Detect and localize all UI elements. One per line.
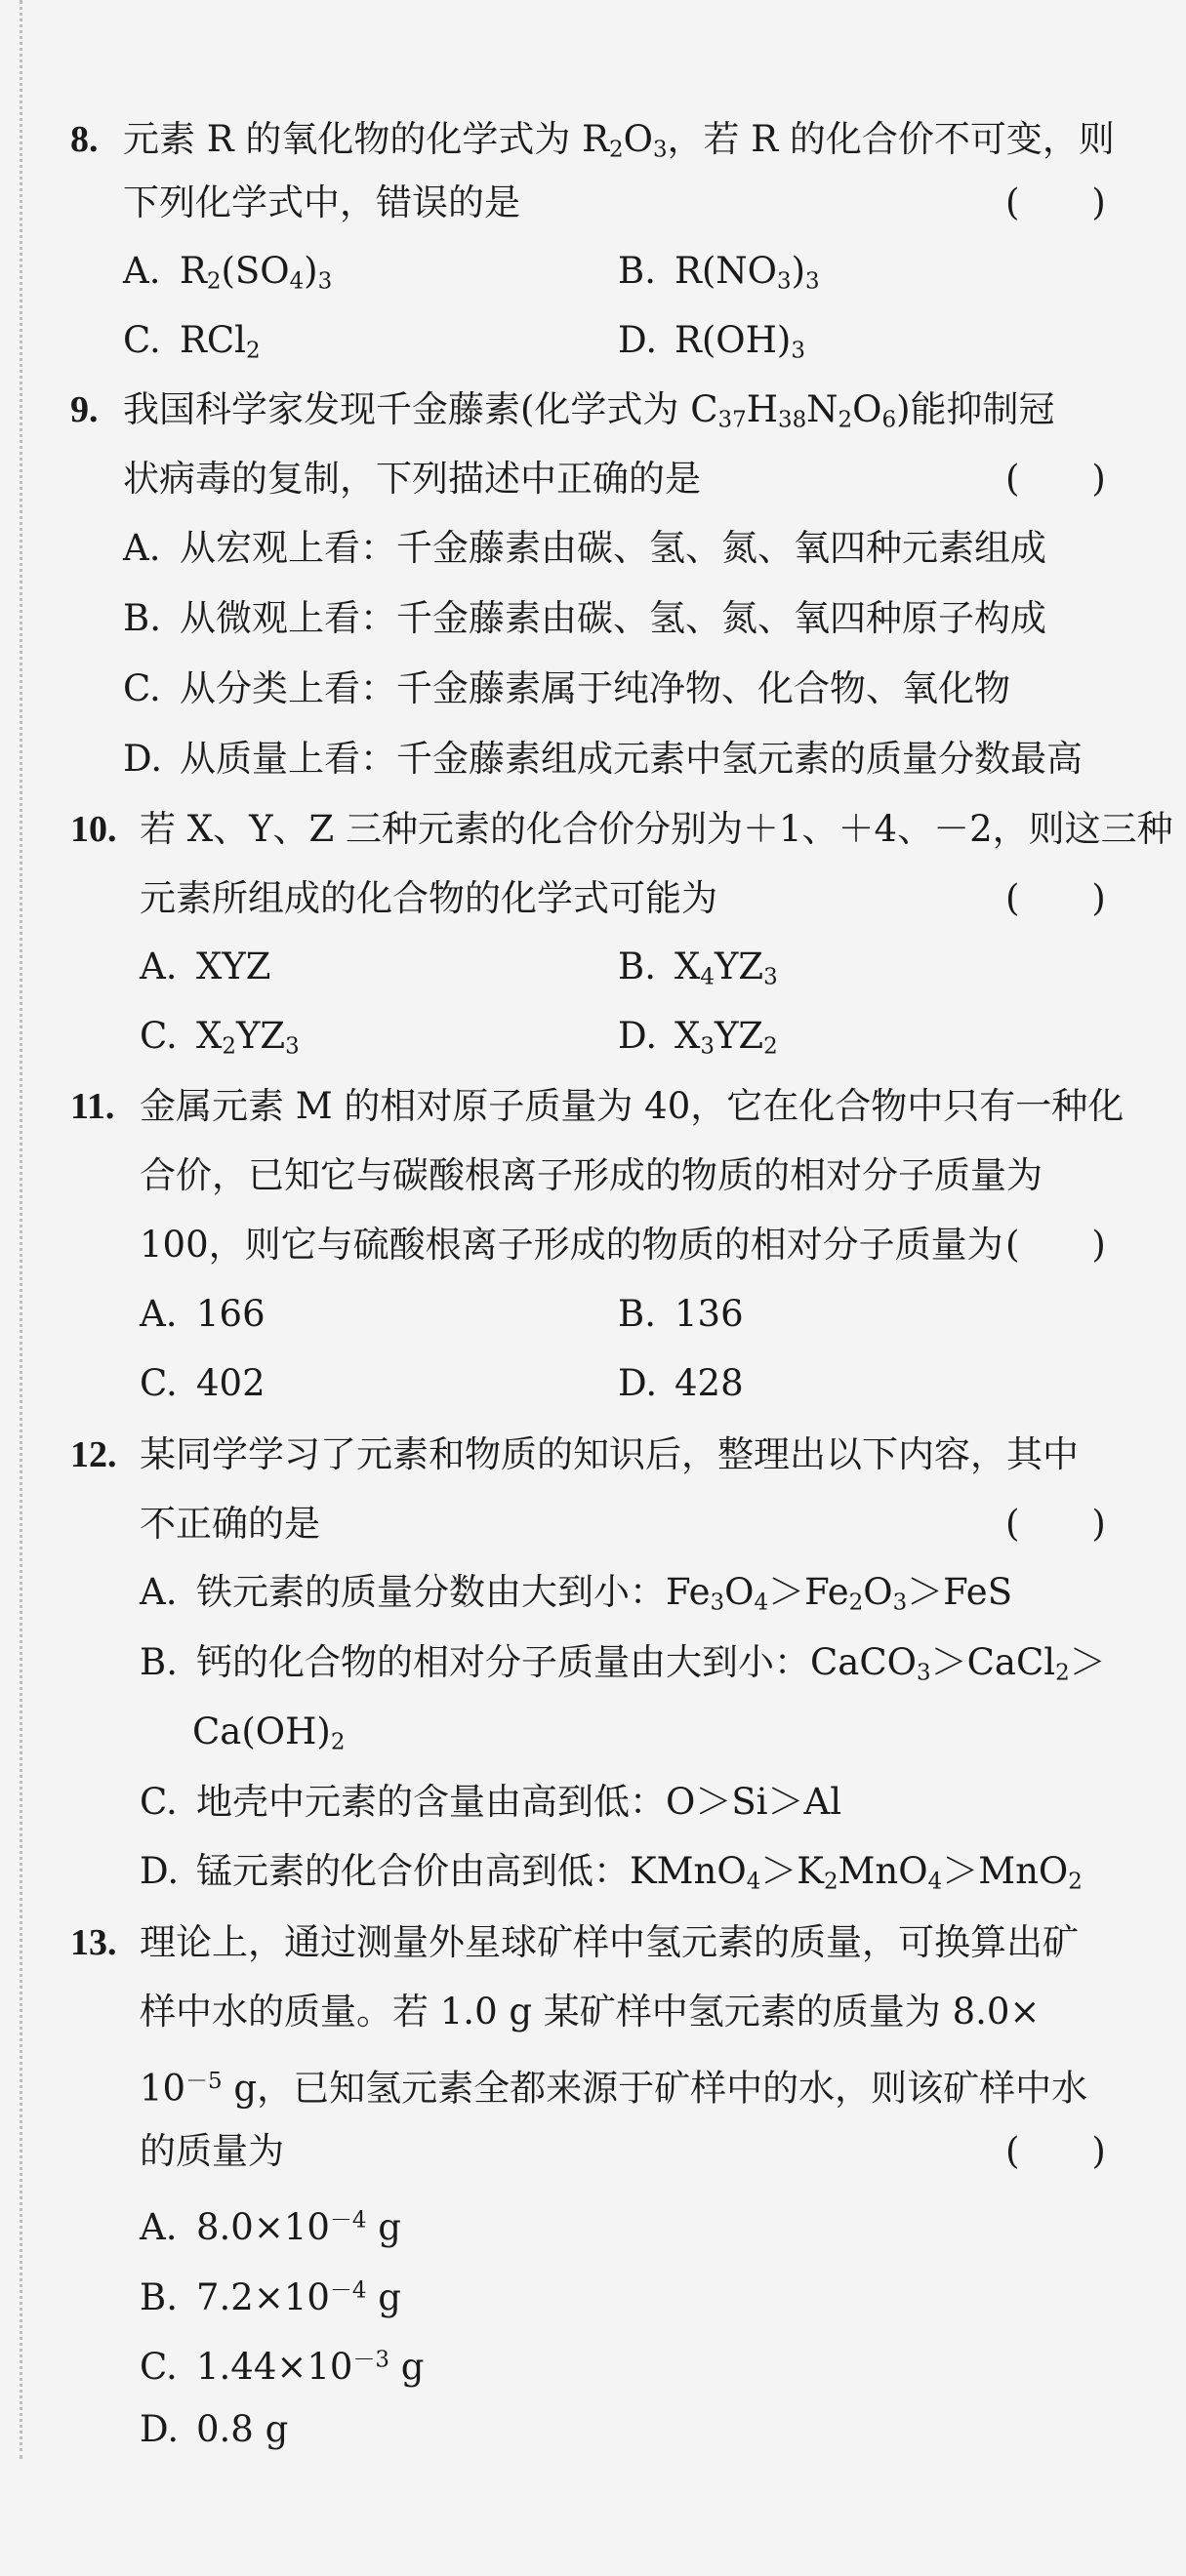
option-text: 0.8 g (196, 2408, 289, 2450)
option-b-continuation[interactable] (192, 1708, 345, 1767)
question-number: 13. (70, 1922, 117, 1963)
option-letter: A. (140, 2205, 178, 2248)
option-b[interactable] (140, 1638, 1106, 1698)
question-text-line: 的质量为 (140, 2130, 284, 2172)
option-text: XYZ (196, 946, 271, 987)
option-letter: B. (618, 250, 656, 292)
option-text: $1.44\times 10^{-3}$ g (196, 2345, 425, 2388)
option-text: 402 (196, 1362, 266, 1404)
option-letter: D. (140, 2408, 180, 2450)
question-text-line: 100，则它与硫酸根离子形成的物质的相对分子质量为 (140, 1224, 1003, 1266)
option-b[interactable] (618, 247, 820, 306)
option-letter: C. (123, 667, 161, 709)
option-a[interactable] (123, 247, 332, 306)
question-text-line: 样中水的质量。若 1.0 g 某矿样中氢元素的质量为 8.0× (140, 1991, 1041, 2033)
option-a[interactable] (140, 1290, 266, 1339)
question-number: 9. (70, 389, 99, 430)
question-text-line: 状病毒的复制，下列描述中正确的是 (123, 458, 701, 500)
question-number: 10. (70, 809, 117, 850)
option-text: 136 (675, 1293, 744, 1335)
question-number: 11. (70, 1086, 115, 1127)
option-c[interactable] (123, 664, 1010, 713)
option-text: $R_2(SO_4)_3$ (180, 250, 333, 295)
answer-parentheses[interactable]: ( ) (1005, 877, 1106, 919)
option-c[interactable] (140, 1012, 300, 1071)
option-text: 从分类上看：千金藤素属于纯净物、化合物、氧化物 (180, 667, 1010, 709)
option-text: $X_2YZ_3$ (196, 1015, 300, 1060)
answer-parentheses[interactable]: ( ) (1005, 1503, 1106, 1545)
option-text: 钙的化合物的相对分子质量由大到小：CaCO$_3$＞CaCl$_2$＞ (196, 1641, 1106, 1686)
option-letter: A. (140, 1293, 178, 1335)
option-letter: B. (140, 1641, 178, 1683)
option-letter: D. (140, 1850, 180, 1892)
option-c[interactable] (140, 1359, 266, 1408)
option-c[interactable] (140, 2335, 424, 2392)
option-d[interactable] (140, 2405, 288, 2454)
answer-parentheses[interactable]: ( ) (1005, 2130, 1106, 2172)
option-b[interactable] (618, 943, 778, 1002)
question-text-line: 合价，已知它与碳酸根离子形成的物质的相对分子质量为 (140, 1154, 1043, 1196)
option-text: $R(NO_3)_3$ (675, 250, 820, 295)
option-b[interactable] (140, 2266, 401, 2322)
question-number: 12. (70, 1434, 117, 1475)
option-letter: B. (123, 597, 161, 639)
question-text-line: 若 X、Y、Z 三种元素的化合价分别为＋1、＋4、－2，则这三种 (140, 808, 1173, 850)
question-text-line: 元素所组成的化合物的化学式可能为 (140, 877, 717, 919)
option-text: 166 (196, 1293, 266, 1335)
option-a[interactable] (140, 2195, 401, 2252)
option-text: $X_3YZ_2$ (675, 1015, 778, 1060)
option-text: 从质量上看：千金藤素组成元素中氢元素的质量分数最高 (180, 738, 1083, 780)
option-letter: C. (140, 1362, 178, 1404)
question-text-line: 某同学学习了元素和物质的知识后，整理出以下内容，其中 (140, 1433, 1079, 1475)
option-letter: C. (140, 2345, 178, 2388)
option-d[interactable] (618, 1359, 744, 1408)
option-text: RCl$_2$ (180, 319, 261, 364)
option-c[interactable] (140, 1778, 841, 1827)
option-text: 从宏观上看：千金藤素由碳、氢、氮、氧四种元素组成 (180, 527, 1046, 569)
option-letter: A. (123, 527, 161, 569)
option-a[interactable] (140, 943, 270, 991)
option-letter: D. (618, 1015, 658, 1057)
option-text: $R(OH)_3$ (675, 319, 805, 364)
question-text-line: 不正确的是 (140, 1503, 320, 1545)
option-b[interactable] (123, 594, 1046, 643)
option-letter: D. (123, 738, 163, 780)
question-text-line: 金属元素 M 的相对原子质量为 40，它在化合物中只有一种化 (140, 1085, 1125, 1127)
option-c[interactable] (123, 316, 261, 376)
option-text: 428 (675, 1362, 744, 1404)
option-letter: A. (123, 250, 161, 292)
option-text: 地壳中元素的含量由高到低：O＞Si＞Al (196, 1781, 842, 1823)
option-letter: D. (618, 319, 658, 361)
option-text: $Ca(OH)_2$ (192, 1711, 346, 1755)
option-text: 从微观上看：千金藤素由碳、氢、氮、氧四种原子构成 (180, 597, 1046, 639)
option-a[interactable] (140, 1568, 1012, 1628)
question-text-line: 我国科学家发现千金藤素(化学式为 $C_{37}H_{38}N_2O_6$)能抑制冠 (123, 388, 1055, 433)
option-letter: C. (123, 319, 161, 361)
answer-parentheses[interactable]: ( ) (1005, 1224, 1106, 1266)
question-text-line: 元素 R 的氧化物的化学式为 $R_2O_3$，若 R 的化合价不可变，则 (123, 118, 1115, 163)
option-a[interactable] (123, 524, 1046, 573)
option-letter: C. (140, 1015, 178, 1057)
answer-parentheses[interactable]: ( ) (1005, 181, 1106, 223)
option-letter: A. (140, 946, 178, 987)
option-d[interactable] (123, 735, 1083, 784)
option-text: 铁元素的质量分数由大到小：$Fe_3O_4>Fe_2O_3>FeS$ (196, 1571, 1013, 1616)
binding-margin-dots (20, 0, 22, 2459)
option-d[interactable] (618, 1012, 778, 1071)
option-letter: B. (140, 2275, 178, 2318)
option-text: $8.0\times 10^{-4}$ g (196, 2205, 401, 2248)
option-d[interactable] (618, 316, 805, 376)
option-d[interactable] (140, 1847, 1083, 1907)
option-letter: B. (618, 946, 656, 987)
option-letter: D. (618, 1362, 658, 1404)
option-text: $7.2\times 10^{-4}$ g (196, 2275, 401, 2318)
question-number: 8. (70, 119, 99, 160)
question-text-line: 下列化学式中，错误的是 (123, 181, 520, 223)
option-text: $X_4YZ_3$ (675, 946, 778, 990)
answer-parentheses[interactable]: ( ) (1005, 458, 1106, 500)
question-text-line: $10^{-5}$ g，已知氢元素全都来源于矿样中的水，则该矿样中水 (140, 2067, 1088, 2110)
option-letter: C. (140, 1781, 178, 1823)
question-text-line: 理论上，通过测量外星球矿样中氢元素的质量，可换算出矿 (140, 1921, 1079, 1963)
option-b[interactable] (618, 1290, 744, 1339)
option-letter: B. (618, 1293, 656, 1335)
option-letter: A. (140, 1571, 178, 1613)
option-text: 锰元素的化合价由高到低：$KMnO_4>K_2MnO_4>MnO_2$ (196, 1850, 1083, 1895)
